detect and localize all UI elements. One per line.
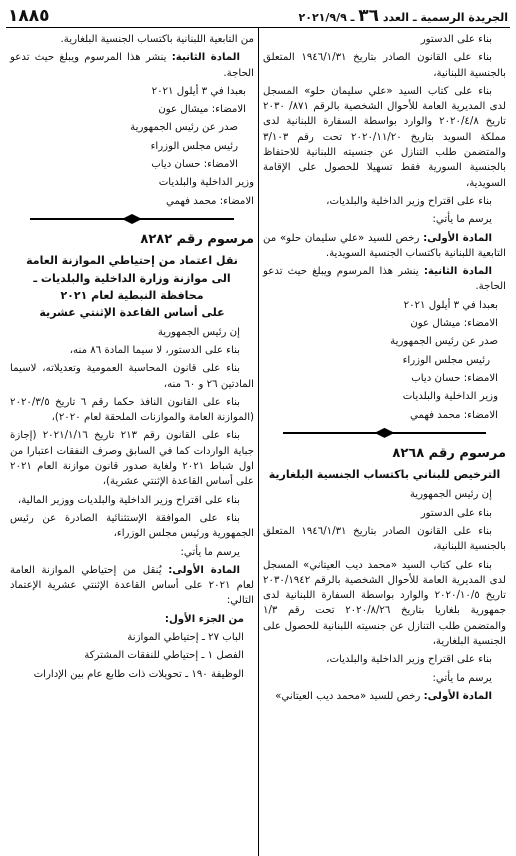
signature: الامضاء: حسان دياب	[411, 372, 498, 384]
prime-minister: رئيس مجلس الوزراء	[150, 140, 238, 152]
signature: الامضاء: ميشال عون	[410, 318, 498, 330]
article-2	[263, 264, 506, 295]
decree-title: مرسوم رقم ٨٢٨٢	[140, 231, 254, 247]
issue-number: ٣٦	[358, 5, 380, 26]
paragraph: يرسم ما يأتي:	[432, 672, 492, 684]
article-text: يُنقل من إحتياطي الموازنة العامة لعام ٢٠٢١ على أساس القاعدة الإثنتي عشرية الإعتماد التالي:	[10, 564, 254, 607]
minister: وزير الداخلية والبلديات	[158, 177, 254, 189]
divider-ornament	[263, 427, 506, 439]
article-1	[263, 689, 506, 704]
paragraph: إن رئيس الجمهورية	[157, 326, 240, 338]
page-header	[6, 6, 510, 28]
article-label: المادة الثانية:	[423, 266, 492, 278]
subtitle-line: نقل اعتماد من إحتياطي الموازنة العامة	[26, 254, 238, 268]
paragraph: بناء على الدستور	[420, 34, 492, 45]
decree-title: مرسوم رقم ٨٢٦٨	[392, 445, 506, 461]
budget-item: الباب ٢٧ ـ إحتياطي الموازنة	[127, 632, 244, 643]
article-text: ينشر هذا المرسوم ويبلغ حيث تدعو الحاجة.	[10, 52, 254, 79]
page-number: ١٨٨٥	[8, 5, 50, 26]
signature: الامضاء: محمد فهمي	[166, 195, 254, 207]
article-label: المادة الأولى:	[423, 232, 492, 244]
columns	[6, 28, 510, 856]
date-line: بعبدا في ٣ أيلول ٢٠٢١	[403, 299, 498, 311]
paragraph: بناء على اقتراح وزير الداخلية والبلديات،	[326, 195, 492, 207]
journal-title	[299, 4, 508, 30]
paragraph: بناء على اقتراح وزير الداخلية والبلديات ووزير المالية،	[17, 494, 240, 506]
article-text: رخص للسيد «علي سليمان حلو» من التابعية اللبنانية باكتساب الجنسية السويدية.	[263, 232, 506, 259]
subtitle-line: على أساس القاعدة الإثنتي عشرية	[39, 305, 225, 319]
budget-item: الوظيفة ١٩٠ ـ تحويلات ذات طابع عام بين الإدارات	[33, 668, 244, 680]
article-text: ينشر هذا المرسوم ويبلغ حيث تدعو الحاجة.	[263, 266, 506, 293]
paragraph: بناء على كتاب السيد «علي سليمان حلو» المسجل لدى المديرية العامة للأحوال الشخصية بالرقم ٨٧١/ ٢٠٣٠ تاريخ ٢٠٢٠/٤/٨ والوارد بواسطة السفارة اللبنانية لدى مملكة السويد بتاريخ ٢٠٢٠/١١/٢٠ تحت رقم ٣/١٠٣ والمتضمن طلب التنازل عن جنسيته اللبنانية للاحتفاظ بالجنسية السورية فقط تسهيلا للحصول على الإقامة السويدية،	[263, 85, 506, 189]
paragraph: بناء على الدستور	[420, 507, 492, 519]
article-label: المادة الأولى:	[423, 690, 492, 702]
divider-ornament	[10, 213, 254, 225]
paragraph: يرسم ما يأتي:	[432, 214, 492, 226]
decree-subtitle: الترخيص للبناني باكتساب الجنسية البلغارية	[268, 468, 501, 482]
article-1	[10, 563, 254, 609]
subtitle-line: الى موازنة وزارة الداخلية والبلديات ـ	[33, 271, 231, 285]
article-label: المادة الأولى:	[168, 564, 240, 576]
signature: الامضاء: ميشال عون	[158, 104, 246, 116]
subtitle-line: محافظة النبطية لعام ٢٠٢١	[60, 288, 204, 302]
right-column	[258, 28, 510, 856]
paragraph: من التابعية اللبنانية باكتساب الجنسية البلغارية.	[60, 34, 254, 45]
issued-by: صدر عن رئيس الجمهورية	[130, 122, 238, 134]
journal-name: الجريدة الرسمية ـ العدد	[382, 10, 508, 24]
paragraph: بناء على القانون رقم ٢١٣ تاريخ ٢٠٢١/١/١٦ (إجازة جباية الواردات كما في السابق وصرف النفقات اعتبارا من اول شباط ٢٠٢١ ولغاية صدور قانون موازنة العام ٢٠٢١ على أساس القاعدة الإثنتي عشرية)،	[10, 430, 254, 488]
paragraph: بناء على قانون المحاسبة العمومية وتعديلاته، لاسيما المادتين ٢٦ و ٦٠ منه،	[10, 363, 254, 390]
decree-subtitle	[10, 252, 254, 320]
article-label: المادة الثانية:	[171, 52, 240, 64]
article-1	[263, 231, 506, 262]
issued-by: صدر عن رئيس الجمهورية	[390, 336, 498, 348]
paragraph: بناء على القانون النافذ حكما رقم ٦ تاريخ ٢٠٢٠/٣/٥ (الموازنة العامة والموازنات الملحقة لعام ٢٠٢٠)،	[10, 396, 254, 424]
paragraph: بناء على اقتراح وزير الداخلية والبلديات،	[326, 654, 492, 666]
section-heading: من الجزء الأول:	[164, 613, 244, 625]
paragraph: بناء على القانون الصادر بتاريخ ١٩٤٦/١/٣١ المتعلق بالجنسية اللبنانية،	[263, 525, 506, 553]
date-line: بعبدا في ٣ أيلول ٢٠٢١	[151, 85, 246, 97]
signature: الامضاء: محمد فهمي	[410, 409, 498, 421]
budget-item: الفصل ١ ـ إحتياطي للنفقات المشتركة	[84, 650, 244, 662]
article-2	[10, 50, 254, 81]
minister: وزير الداخلية والبلديات	[402, 391, 498, 403]
prime-minister: رئيس مجلس الوزراء	[402, 354, 490, 366]
paragraph: إن رئيس الجمهورية	[409, 489, 492, 501]
issue-date: ـ ٢٠٢١/٩/٩	[298, 10, 355, 24]
article-text: رخص للسيد «محمد ديب العيتاني»	[275, 690, 421, 702]
left-column	[6, 28, 258, 856]
paragraph: بناء على القانون الصادر بتاريخ ١٩٤٦/١/٣١ المتعلق بالجنسية اللبنانية،	[263, 52, 506, 79]
signature: الامضاء: حسان دياب	[151, 159, 238, 171]
paragraph: بناء على الدستور، لا سيما المادة ٨٦ منه،	[69, 344, 240, 356]
paragraph: يرسم ما يأتي:	[180, 546, 240, 558]
paragraph: بناء على الموافقة الإستثنائية الصادرة عن رئيس الجمهورية ورئيس مجلس الوزراء،	[10, 512, 254, 540]
paragraph: بناء على كتاب السيد «محمد ديب العيتاني» المسجل لدى المديرية العامة للأحوال الشخصية بالرقم ٢٠٣٠/١٩٤٢ تاريخ ٢٠٢٠/١٠/٥ والوارد بواسطة السفارة اللبنانية لدى جمهورية بلغاريا بتاريخ ٢٠٢٠/٨/٢٦ تحت رقم ١/٣ والمتضمن طلب التنازل عن جنسيته اللبنانية للحصول على الجنسية البلغارية،	[263, 559, 506, 648]
